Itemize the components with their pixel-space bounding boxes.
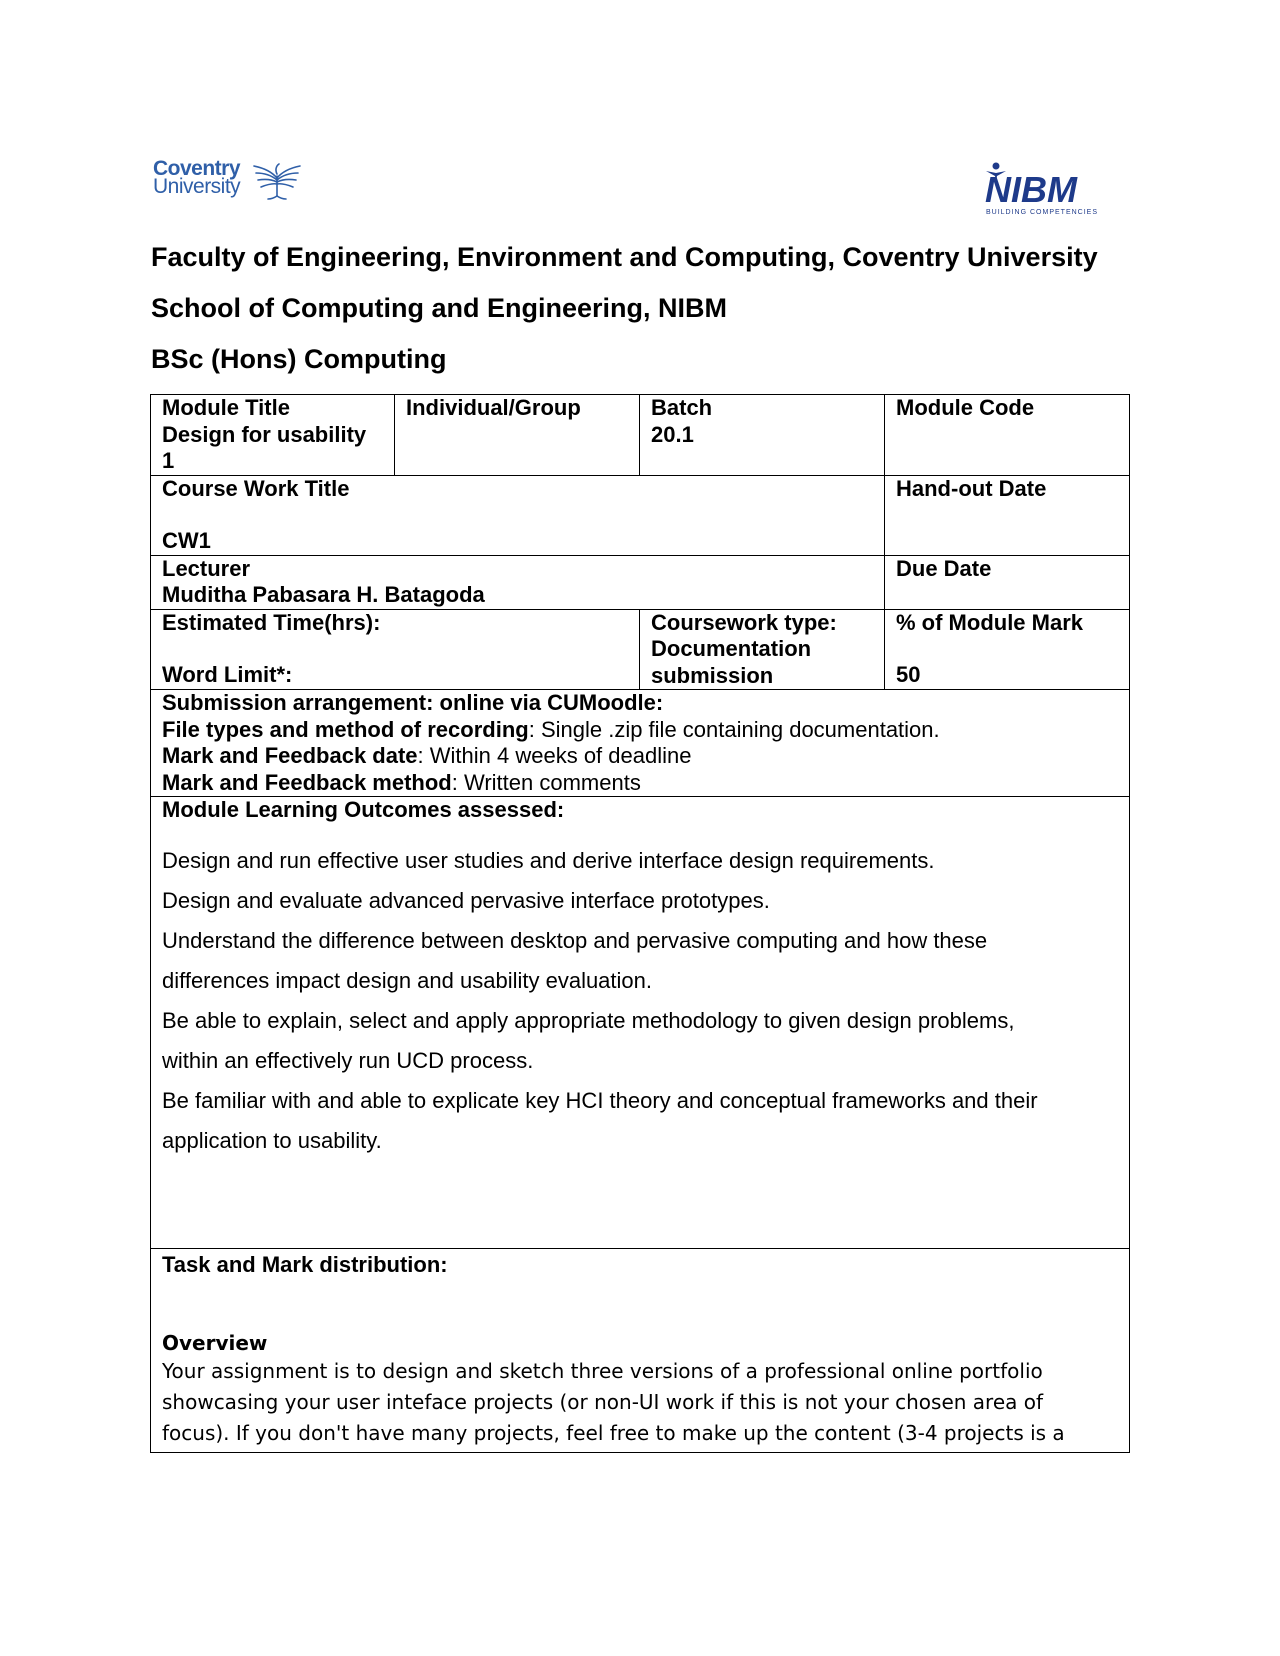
table-row (151, 475, 1130, 555)
table-row (151, 555, 1130, 609)
school-heading: School of Computing and Engineering, NIBM (151, 293, 727, 323)
file-types-value: : Single .zip file containing documentation. (528, 716, 940, 742)
feedback-method-value: : Written comments (451, 769, 641, 795)
coursework-title-cell (151, 475, 885, 555)
list-item: within an effectively run UCD process. (162, 1047, 534, 1073)
list-item: application to usability. (162, 1127, 382, 1153)
lecturer-value: Muditha Pabasara H. Batagoda (162, 582, 485, 607)
due-date-cell (885, 555, 1130, 609)
assignment-details-table (150, 394, 1130, 1453)
coventry-university-logo (153, 158, 303, 200)
lecturer-label: Lecturer (162, 555, 251, 581)
coventry-logo-line2: University (153, 175, 241, 198)
due-date-label: Due Date (896, 555, 992, 581)
feedback-method-line (162, 770, 1118, 797)
coventry-logo-line1: Coventry (153, 157, 241, 180)
nibm-logo-tagline: BUILDING COMPETENCIES (986, 209, 1099, 216)
file-types-label: File types and method of recording (162, 716, 529, 742)
list-item: differences impact design and usability evaluation. (162, 967, 653, 993)
table-row (151, 1249, 1130, 1453)
list-item: Be familiar with and able to explicate key HCI theory and conceptual frameworks and their (162, 1087, 1038, 1113)
overview-line: Your assignment is to design and sketch three versions of a professional online portfolio (162, 1359, 1043, 1383)
nibm-logo-text: NIBM (985, 169, 1077, 210)
table-row (151, 395, 1130, 476)
feedback-date-value: : Within 4 weeks of deadline (417, 743, 692, 768)
task-distribution-cell (151, 1249, 1130, 1453)
phoenix-icon (250, 158, 304, 200)
coursework-type-cell (640, 609, 885, 690)
module-title-label: Module Title (162, 395, 290, 420)
submission-heading: Submission arrangement: online via CUMoodle: (162, 690, 664, 715)
table-row (151, 609, 1130, 690)
module-title-value: Design for usability 1 (162, 421, 367, 473)
list-item: Design and run effective user studies and derive interface design requirements. (162, 847, 935, 873)
handout-date-cell (885, 475, 1130, 555)
lecturer-cell (151, 555, 885, 609)
batch-label: Batch (651, 395, 713, 420)
file-types-line (162, 717, 1118, 744)
overview-line: showcasing your user inteface projects (or non-UI work if this is not your chosen area of (162, 1390, 1044, 1414)
estimated-time-cell (151, 609, 640, 690)
module-title-cell (151, 395, 395, 476)
individual-group-cell (395, 395, 640, 476)
word-limit-label: Word Limit*: (162, 662, 293, 687)
learning-outcomes-list (162, 841, 1118, 1161)
feedback-method-label: Mark and Feedback method (162, 769, 452, 795)
submission-cell (151, 690, 1130, 797)
module-mark-cell (885, 609, 1130, 690)
coursework-title-value: CW1 (162, 528, 211, 553)
coursework-title-label: Course Work Title (162, 475, 350, 501)
table-row (151, 797, 1130, 1249)
overview-line: focus). If you don't have many projects, feel free to make up the content (3-4 projects is a (162, 1421, 1065, 1445)
list-item: Understand the difference between desktop and pervasive computing and how these (162, 927, 988, 953)
module-code-cell (885, 395, 1130, 476)
batch-value: 20.1 (651, 421, 694, 447)
module-code-label: Module Code (896, 395, 1035, 420)
coursework-type-label: Coursework type: (651, 609, 837, 635)
learning-outcomes-cell (151, 797, 1130, 1249)
overview-heading: Overview (162, 1330, 268, 1355)
list-item: Be able to explain, select and apply appropriate methodology to given design problems, (162, 1007, 1015, 1033)
programme-heading: BSc (Hons) Computing (151, 344, 447, 374)
batch-cell (640, 395, 885, 476)
table-row (151, 690, 1130, 797)
module-mark-label: % of Module Mark (896, 609, 1084, 635)
feedback-date-label: Mark and Feedback date (162, 743, 418, 768)
coursework-type-value: Documentation submission (651, 636, 812, 688)
estimated-time-label: Estimated Time(hrs): (162, 609, 381, 635)
feedback-date-line (162, 743, 1118, 770)
faculty-heading: Faculty of Engineering, Environment and Computing, Coventry University (151, 242, 1098, 272)
module-mark-value: 50 (896, 662, 921, 687)
individual-group-label: Individual/Group (406, 395, 581, 420)
task-distribution-heading: Task and Mark distribution: (162, 1252, 448, 1277)
learning-outcomes-heading: Module Learning Outcomes assessed: (162, 797, 565, 822)
list-item: Design and evaluate advanced pervasive interface prototypes. (162, 887, 770, 913)
nibm-logo (980, 162, 1105, 217)
handout-date-label: Hand-out Date (896, 475, 1047, 501)
